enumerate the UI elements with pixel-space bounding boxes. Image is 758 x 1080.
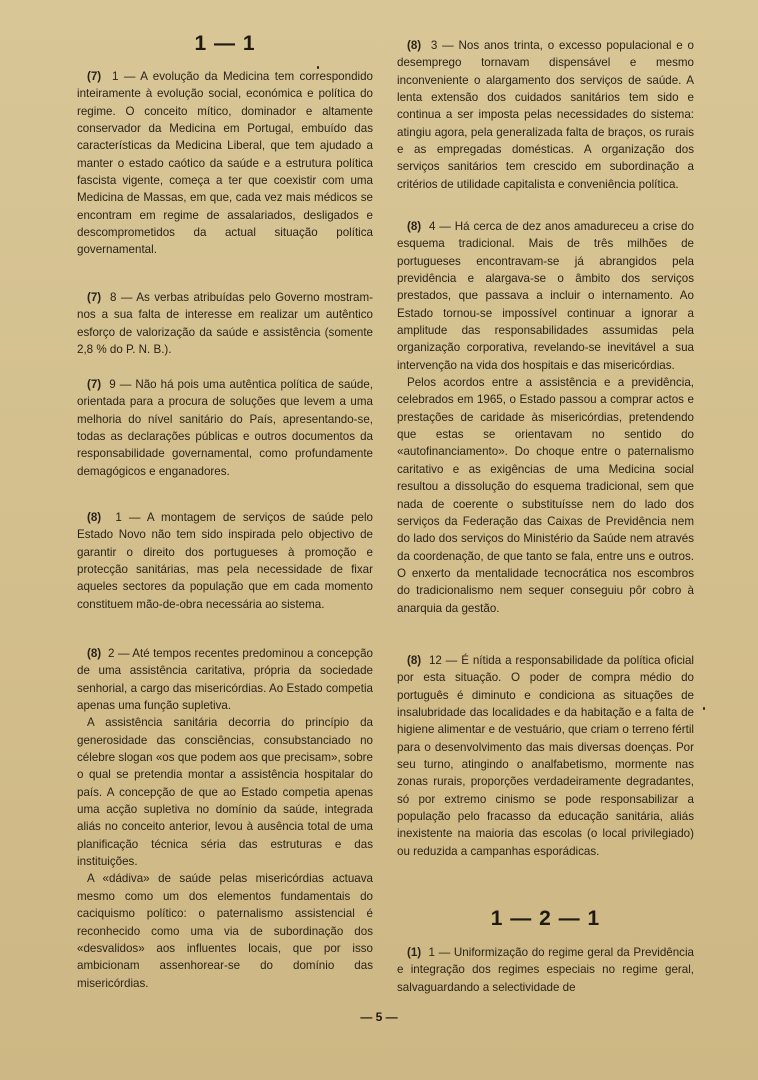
footnote-ref: (7) xyxy=(87,70,102,83)
footnote-ref: (8) xyxy=(87,511,102,524)
section-heading: 1 — 2 — 1 xyxy=(490,907,601,930)
paragraph-continuation: A assistência sanitária decorria do princípio da generosidade das consciências, consubstanciado no célebre slogan «os que podem aos que precisam», sobre o qual se pretendia montar a assistência hospitalar do país. A concepção de que ao Estado competia apenas uma acção supletiva no domínio da saúde, integrada aliás no conceito anterior, levou à ausência total de uma planificação técnica séria das estruturas e das instituições. xyxy=(77,716,373,869)
footnote-ref: (8) xyxy=(407,654,422,667)
footnote-ref: (8) xyxy=(407,220,422,233)
paragraph xyxy=(77,645,373,992)
paragraph xyxy=(397,37,694,193)
paragraph xyxy=(77,68,373,259)
footnote-ref: (8) xyxy=(407,39,422,52)
paragraph xyxy=(77,376,373,480)
paragraph xyxy=(77,509,373,613)
paragraph-text: 4 — Há cerca de dez anos amadureceu a crise do esquema tradicional. Mais de três milhões de portugueses encontravam-se já abrangidos pela previdência e alargava-se o âmbito dos serviços prestados, que passava a incluir o internamento. Ao Estado tornou-se impossível continuar a ignorar a amplitude das responsabilidades assumidas pela organização corporativa, revelando-se inevitável a sua intervenção na vida dos hospitais e das misericórdias. xyxy=(397,220,694,372)
footnote-ref: (7) xyxy=(87,378,102,391)
paragraph-text: 1 — A evolução da Medicina tem correspondido inteiramente à evolução social, económica e política do regime. O conceito mítico, dominador e altamente conservador da Medicina em Portugal, embuído das características da Medicina Liberal, que tem ajudado a manter o estado caótico da saúde e a estrutura política fascista vigente, começa a ter que coexistir com uma Medicina de Massas, em que, cada vez mais médicos se encontram em regime de assalariados, desligados e descomprometidos da actual situação política governamental. xyxy=(77,70,373,257)
section-heading: 1 — 1 xyxy=(194,32,256,55)
paragraph-text: 12 — É nítida a responsabilidade da política oficial por esta situação. O poder de compra médio do português é diminuto e condiciona as situações de insalubridade das localidades e da habitação e a falta de higiene alimentar e de vestuário, que criam o terreno fértil para o desenvolvimento das mais diversas doenças. Por seu turno, atingindo o analfabetismo, mormente nas zonas rurais, proporções verdadeiramente degradantes, só por extremo cinismo se pode responsabilizar a população pelo fracasso da educação sanitária, aliás inexistente na maioria das escolas (o local privilegiado) ou reduzida a campanhas esporádicas. xyxy=(397,654,694,858)
paragraph xyxy=(397,652,694,860)
paragraph-continuation: Pelos acordos entre a assistência e a previdência, celebrados em 1965, o Estado passou a comprar actos e prestações de caridade às misericórdias, pretendendo que estas se orientavam no sentido do «autofinanciamento». Do choque entre o paternalismo caritativo e as exigências de uma Medicina social resultou a dissolução do esquema tradicional, sem que nada de coerente o substituísse nem do lado dos serviços da Federação das Caixas de Previdência nem do lado dos serviços do Ministério da Saúde nem através da coordenação, de que tanto se fala, entre uns e outros. O enxerto da mentalidade tecnocrática nos escombros do tradicionalismo nem sequer conseguiu pôr cobro à anarquia da gestão. xyxy=(397,376,694,615)
paragraph-text: 9 — Não há pois uma autêntica política de saúde, orientada para a procura de soluções que levem a uma melhoria do nível sanitário do País, apresentando-se, todas as declarações públicas e outros documentos da responsabilidade governamental, como profundamente demagógicos e enganadores. xyxy=(77,378,373,478)
paragraph xyxy=(397,944,694,996)
paragraph-text: 3 — Nos anos trinta, o excesso populacional e o desemprego tornavam dispensável e mesmo inconveniente o alargamento dos serviços de saúde. A lenta extensão dos cuidados sanitários tem sido e continua a ser imposta pelas necessidades do sistema: atingiu agora, pela generalizada falta de braços, os rurais e as empregadas domésticas. A organização dos serviços sanitários tem crescido em subordinação a critérios de utilidade capitalista e conveniência política. xyxy=(397,39,694,191)
paragraph-text: 2 — Até tempos recentes predominou a concepção de uma assistência caritativa, própria da sociedade senhorial, a cargo das misericórdias. Ao Estado competia apenas uma função supletiva. xyxy=(77,647,373,713)
paragraph-continuation: A «dádiva» de saúde pelas misericórdias actuava mesmo como um dos elementos fundamentais do caciquismo político: o paternalismo assistencial é reconhecido como uma via de subordinação dos «desvalidos» aos influentes locais, que por isso ambicionam assenhorear-se do domínio das misericórdias. xyxy=(77,872,373,990)
page-number: — 5 — xyxy=(360,1010,398,1024)
paragraph-text: 1 — A montagem de serviços de saúde pelo Estado Novo não tem sido inspirada pelo objectivo de garantir o direito dos portugueses à promoção e protecção sanitárias, mas pela necessidade de fixar aqueles sectores da população que em cada momento constituem mão-de-obra necessária ao sistema. xyxy=(77,511,373,611)
footnote-ref: (1) xyxy=(407,946,422,959)
paragraph xyxy=(77,289,373,358)
paragraph-text: 1 — Uniformização do regime geral da Previdência e integração dos regimes especiais no regime geral, salvaguardando a selectividade de xyxy=(397,946,694,994)
paragraph xyxy=(397,218,694,617)
footnote-ref: (7) xyxy=(87,291,102,304)
print-speck xyxy=(703,707,705,710)
paragraph-text: 8 — As verbas atribuídas pelo Governo mostram-nos a sua falta de interesse em realizar um autêntico esforço de valorização da saúde e assistência (somente 2,8 % do P. N. B.). xyxy=(77,291,373,357)
footnote-ref: (8) xyxy=(87,647,102,660)
print-speck xyxy=(317,66,319,69)
